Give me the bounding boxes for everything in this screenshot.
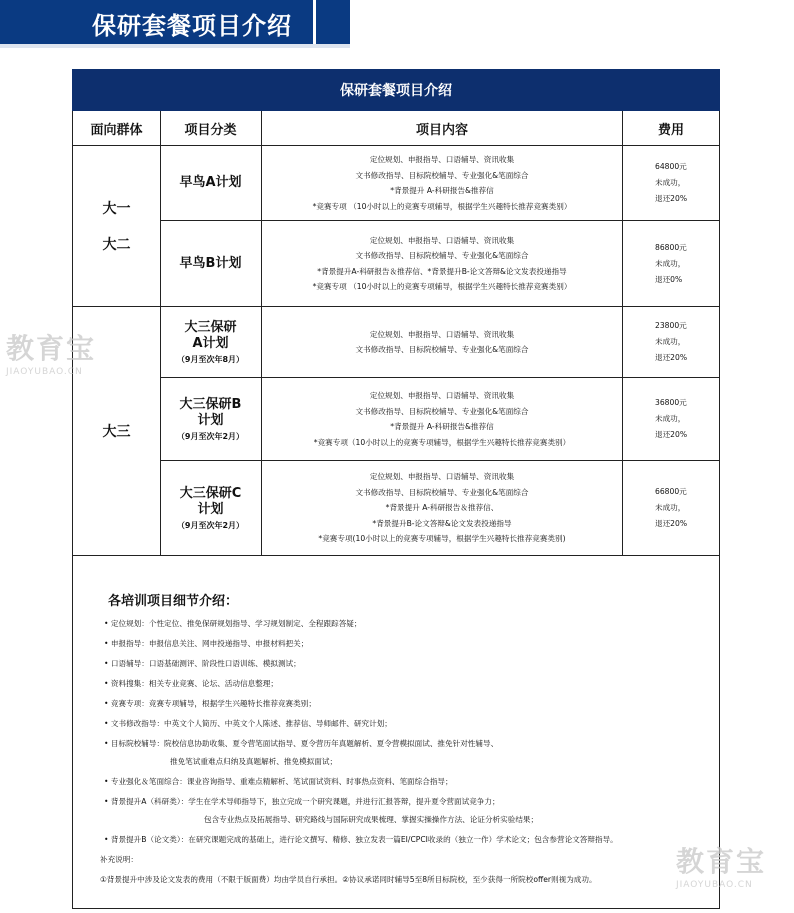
package-name: 大三保研C计划 (179, 485, 242, 517)
content-line: *背景提升 A-科研报告&推荐信 (390, 186, 494, 195)
fee-refund: 退还0% (655, 274, 683, 284)
package-name: 早鸟A计划 (179, 175, 242, 190)
content-line: 定位规划、申报指导、口语辅导、资讯收集 (369, 329, 515, 339)
package-name-cell (160, 221, 261, 306)
package-name: 早鸟B计划 (179, 255, 242, 271)
table-title: 保研套餐项目介绍 (72, 69, 720, 111)
content-line: 文书修改指导、目标院校辅导、专业强化&笔面综合 (355, 251, 529, 260)
fee-refund: 退还20% (655, 519, 688, 528)
detail-item: • 背景提升A（科研类）：学生在学术导师指导下，独立完成一个研究课题，并进行汇报答辩，提升夏令营面试竞争力； (104, 797, 500, 806)
package-content-cell (262, 146, 622, 220)
supplement-note: ①背景提升中涉及论文发表的费用（不限于版面费）均由学员自行承担。②协议承诺同时辅导5至8所目标院校，至少获得一所院校offer则视为成功。 (100, 875, 597, 884)
package-fee-cell (623, 307, 719, 377)
fee-price: 23800元 (655, 321, 687, 330)
details-title: 各培训项目细节介绍： (108, 594, 239, 609)
package-content-cell (262, 461, 622, 555)
column-header-audience: 面向群体 (90, 122, 143, 138)
detail-item: • 竞赛专项：竞赛专项辅导，根据学生兴趣特长推荐竞赛类别； (104, 699, 316, 708)
fee-price: 66800元 (655, 487, 687, 496)
audience-label: 大二 (102, 237, 131, 253)
package-content-cell (262, 307, 622, 377)
watermark: 教育宝 JIAOYUBAO.CN (676, 845, 767, 890)
content-line: 文书修改指导、目标院校辅导、专业强化&笔面综合 (355, 406, 529, 416)
package-fee-cell (623, 461, 719, 555)
fee-note: 未成功， (655, 503, 686, 512)
content-line: *背景提升B-论文答辩&论文发表投递指导 (372, 518, 512, 528)
package-content-cell (262, 221, 622, 306)
package-fee-cell (623, 146, 719, 220)
fee-price: 86800元 (655, 242, 687, 252)
package-period: （9月至次年2月） (176, 520, 245, 530)
package-name-cell (160, 307, 261, 377)
content-line: *竞赛专项(10小时以上的竞赛专项辅导，根据学生兴趣特长推荐竞赛类别) (318, 534, 566, 544)
detail-item: • 定位规划：个性定位、推免保研规划指导、学习规划制定、全程跟踪答疑； (104, 619, 362, 628)
watermark: 教育宝 JIAOYUBAO.CN (6, 332, 97, 377)
detail-item: • 口语辅导：口语基础测评、阶段性口语训练、模拟测试； (104, 659, 301, 668)
content-line: *竞赛专项 （10小时以上的竞赛专项辅导，根据学生兴趣特长推荐竞赛类别） (312, 201, 572, 211)
fee-note: 未成功， (655, 337, 686, 346)
banner-title: 保研套餐项目介绍 (92, 12, 292, 40)
package-period: （9月至次年2月） (176, 431, 245, 441)
audience-group-freshman-sophomore (73, 146, 160, 306)
package-fee-cell (623, 221, 719, 306)
package-period: （9月至次年8月） (176, 354, 245, 364)
detail-item: • 专业强化＆笔面综合：课业咨询指导、重难点精解析、笔试面试资料、时事热点资料、笔面综合指导； (104, 777, 453, 786)
content-line: 文书修改指导、目标院校辅导、专业强化&笔面综合 (355, 487, 529, 497)
detail-item: • 申报指导：申报信息关注、网申投递指导、申报材料把关； (104, 639, 309, 648)
fee-refund: 退还20% (655, 194, 688, 203)
content-line: 定位规划、申报指导、口语辅导、资讯收集 (369, 155, 515, 164)
content-line: 文书修改指导、目标院校辅导、专业强化&笔面综合 (355, 345, 529, 354)
column-header-category: 项目分类 (184, 122, 237, 138)
supplement-heading: 补充说明： (100, 855, 138, 864)
column-header-content: 项目内容 (415, 122, 468, 138)
package-fee-cell (623, 378, 719, 460)
audience-label: 大一 (102, 201, 131, 217)
detail-item: • 资料搜集：相关专业竞赛、论坛、活动信息整理； (104, 679, 278, 688)
fee-note: 未成功， (655, 258, 686, 268)
package-name-cell (160, 378, 261, 460)
detail-item-continued: 推免笔试重难点归纳及真题解析、推免模拟面试； (170, 757, 338, 766)
package-name: 大三保研A计划 (184, 319, 237, 351)
content-line: 文书修改指导、目标院校辅导、专业强化&笔面综合 (355, 170, 529, 180)
fee-price: 64800元 (655, 162, 687, 171)
package-content-cell (262, 378, 622, 460)
detail-item: • 文书修改指导：中英文个人简历、中英文个人陈述、推荐信、导师邮件、研究计划； (104, 719, 392, 728)
content-line: 定位规划、申报指导、口语辅导、资讯收集 (369, 391, 515, 400)
content-line: 定位规划、申报指导、口语辅导、资讯收集 (369, 472, 515, 482)
content-line: 定位规划、申报指导、口语辅导、资讯收集 (369, 235, 515, 245)
detail-item: • 目标院校辅导：院校信息协助收集、夏令营笔面试指导、夏令营历年真题解析、夏令营模拟面试、推免针对性辅导、 (104, 739, 499, 748)
content-line: *背景提升 A-科研报告&推荐信 (390, 422, 494, 431)
content-line: *背景提升 A-科研报告＆推荐信、 (385, 503, 499, 513)
detail-item-continued: 包含专业热点及拓展指导、研究路线与国际研究成果梳理、掌握实操操作方法、论证分析实验结果； (204, 815, 539, 824)
audience-label: 大三 (102, 424, 131, 440)
banner-stripe (313, 0, 350, 44)
divider (72, 555, 720, 556)
fee-price: 36800元 (655, 398, 687, 407)
fee-note: 未成功， (655, 178, 686, 187)
content-line: *竞赛专项（10小时以上的竞赛专项辅导，根据学生兴趣特长推荐竞赛类别） (313, 437, 571, 447)
content-line: *背景提升A-科研报告＆推荐信、*背景提升B-论文答辩&论文发表投递指导 (317, 266, 567, 276)
package-name-cell (160, 461, 261, 555)
fee-refund: 退还20% (655, 430, 688, 439)
package-name: 大三保研B计划 (179, 396, 242, 428)
fee-note: 未成功， (655, 414, 686, 423)
detail-item: • 背景提升B（论文类）：在研究课题完成的基础上，进行论文撰写、精修、独立发表一篇EI/CPCI收录的（独立一作）学术论文；包含参营论文答辩指导。 (104, 835, 618, 844)
banner-shadow (0, 44, 350, 48)
fee-refund: 退还20% (655, 353, 688, 362)
column-header-fee: 费用 (657, 122, 684, 138)
header-banner (0, 0, 350, 44)
package-name-cell (160, 146, 261, 220)
content-line: *竞赛专项 （10小时以上的竞赛专项辅导，根据学生兴趣特长推荐竞赛类别） (312, 282, 572, 291)
